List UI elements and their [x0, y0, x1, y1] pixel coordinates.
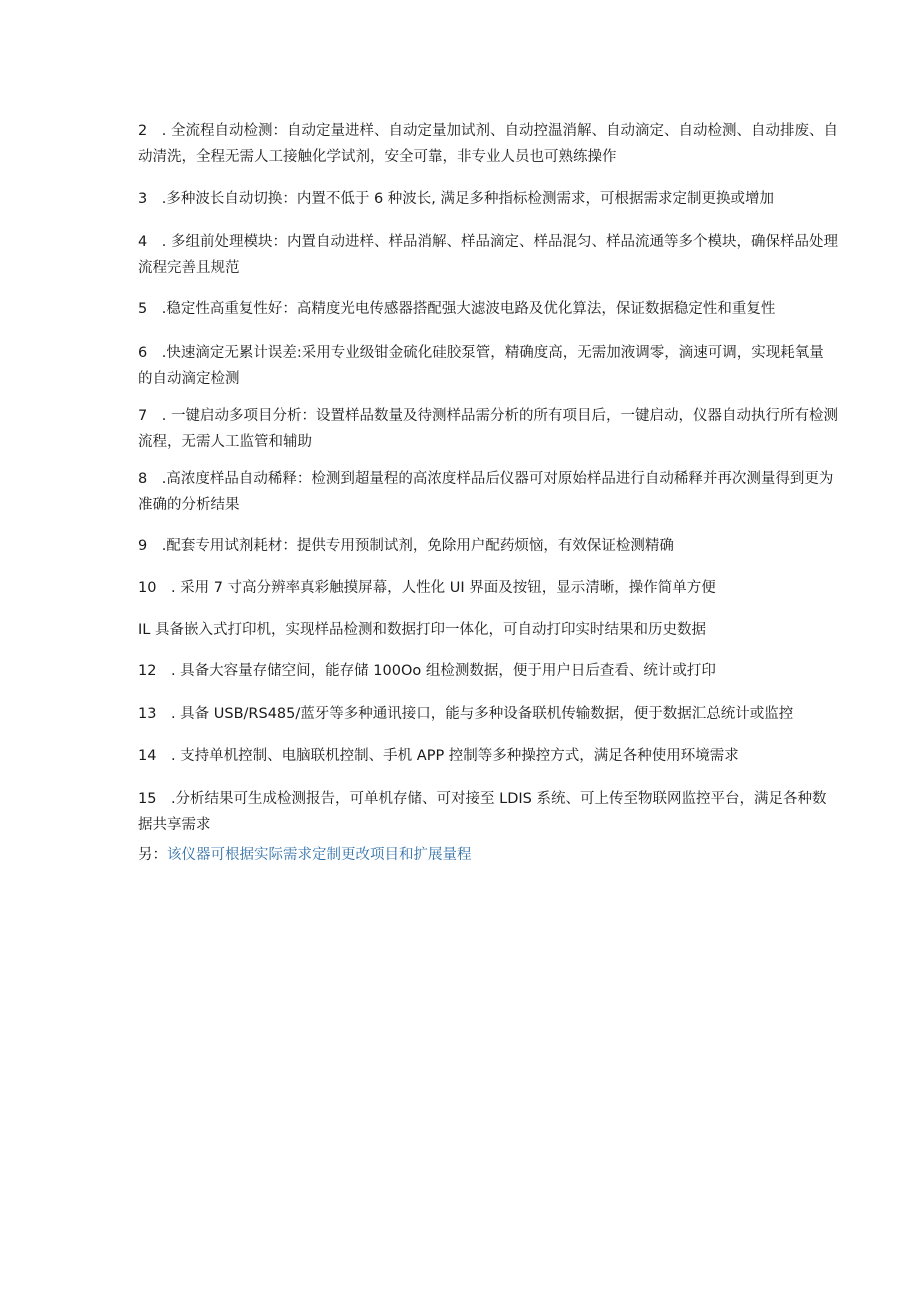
- list-item: 12 . 具备大容量存储空间，能存储 100Oo 组检测数据，便于用户日后查看、统计或打印: [138, 663, 716, 679]
- list-item: 5 .稳定性高重复性好：高精度光电传感器搭配强大滤波电路及优化算法，保证数据稳定性和重复性: [138, 301, 776, 317]
- list-item: 4 . 多组前处理模块：内置自动进样、样品消解、样品滴定、样品混匀、样品流通等多个模块，确保样品处理流程完善且规范: [138, 234, 838, 276]
- list-item: 13 . 具备 USB/RS485/蓝牙等多种通讯接口，能与多种设备联机传输数据，便于数据汇总统计或监控: [138, 706, 794, 722]
- note-line: [138, 842, 838, 868]
- list-item: 8 .高浓度样品自动稀释：检测到超量程的高浓度样品后仪器可对原始样品进行自动稀释并再次测量得到更为准确的分析结果: [138, 471, 834, 513]
- list-item: 7 . 一键启动多项目分析：设置样品数量及待测样品需分析的所有项目后，一键启动，仪器自动执行所有检测流程，无需人工监管和辅助: [138, 408, 838, 450]
- list-item: 10 . 采用 7 寸高分辨率真彩触摸屏幕，人性化 UI 界面及按钮，显示清晰，操作简单方便: [138, 580, 716, 596]
- list-item: 9 .配套专用试剂耗材：提供专用预制试剂，免除用户配药烦恼，有效保证检测精确: [138, 538, 674, 554]
- list-item: 6 .快速滴定无累计误差:采用专业级钳金硫化硅胶泵管，精确度高，无需加液调零，滴速可调，实现耗氧量的自动滴定检测: [138, 345, 824, 387]
- list-item: 3 .多种波长自动切换：内置不低于 6 种波长, 满足多种指标检测需求，可根据需求定制更换或增加: [138, 191, 774, 207]
- note-prefix: 另：: [138, 847, 167, 863]
- list-item: 2 . 全流程自动检测：自动定量进样、自动定量加试剂、自动控温消解、自动滴定、自动检测、自动排废、自动清洗，全程无需人工接触化学试剂，安全可靠，非专业人员也可熟练操作: [138, 123, 838, 165]
- list-item: 15 .分析结果可生成检测报告，可单机存储、可对接至 LDIS 系统、可上传至物联网监控平台，满足各种数据共享需求: [138, 791, 827, 833]
- note-body: 该仪器可根据实际需求定制更改项目和扩展量程: [167, 847, 472, 863]
- list-item: IL 具备嵌入式打印机，实现样品检测和数据打印一体化，可自动打印实时结果和历史数据: [138, 622, 706, 638]
- list-item: 14 . 支持单机控制、电脑联机控制、手机 APP 控制等多种操控方式，满足各种使用环境需求: [138, 748, 739, 764]
